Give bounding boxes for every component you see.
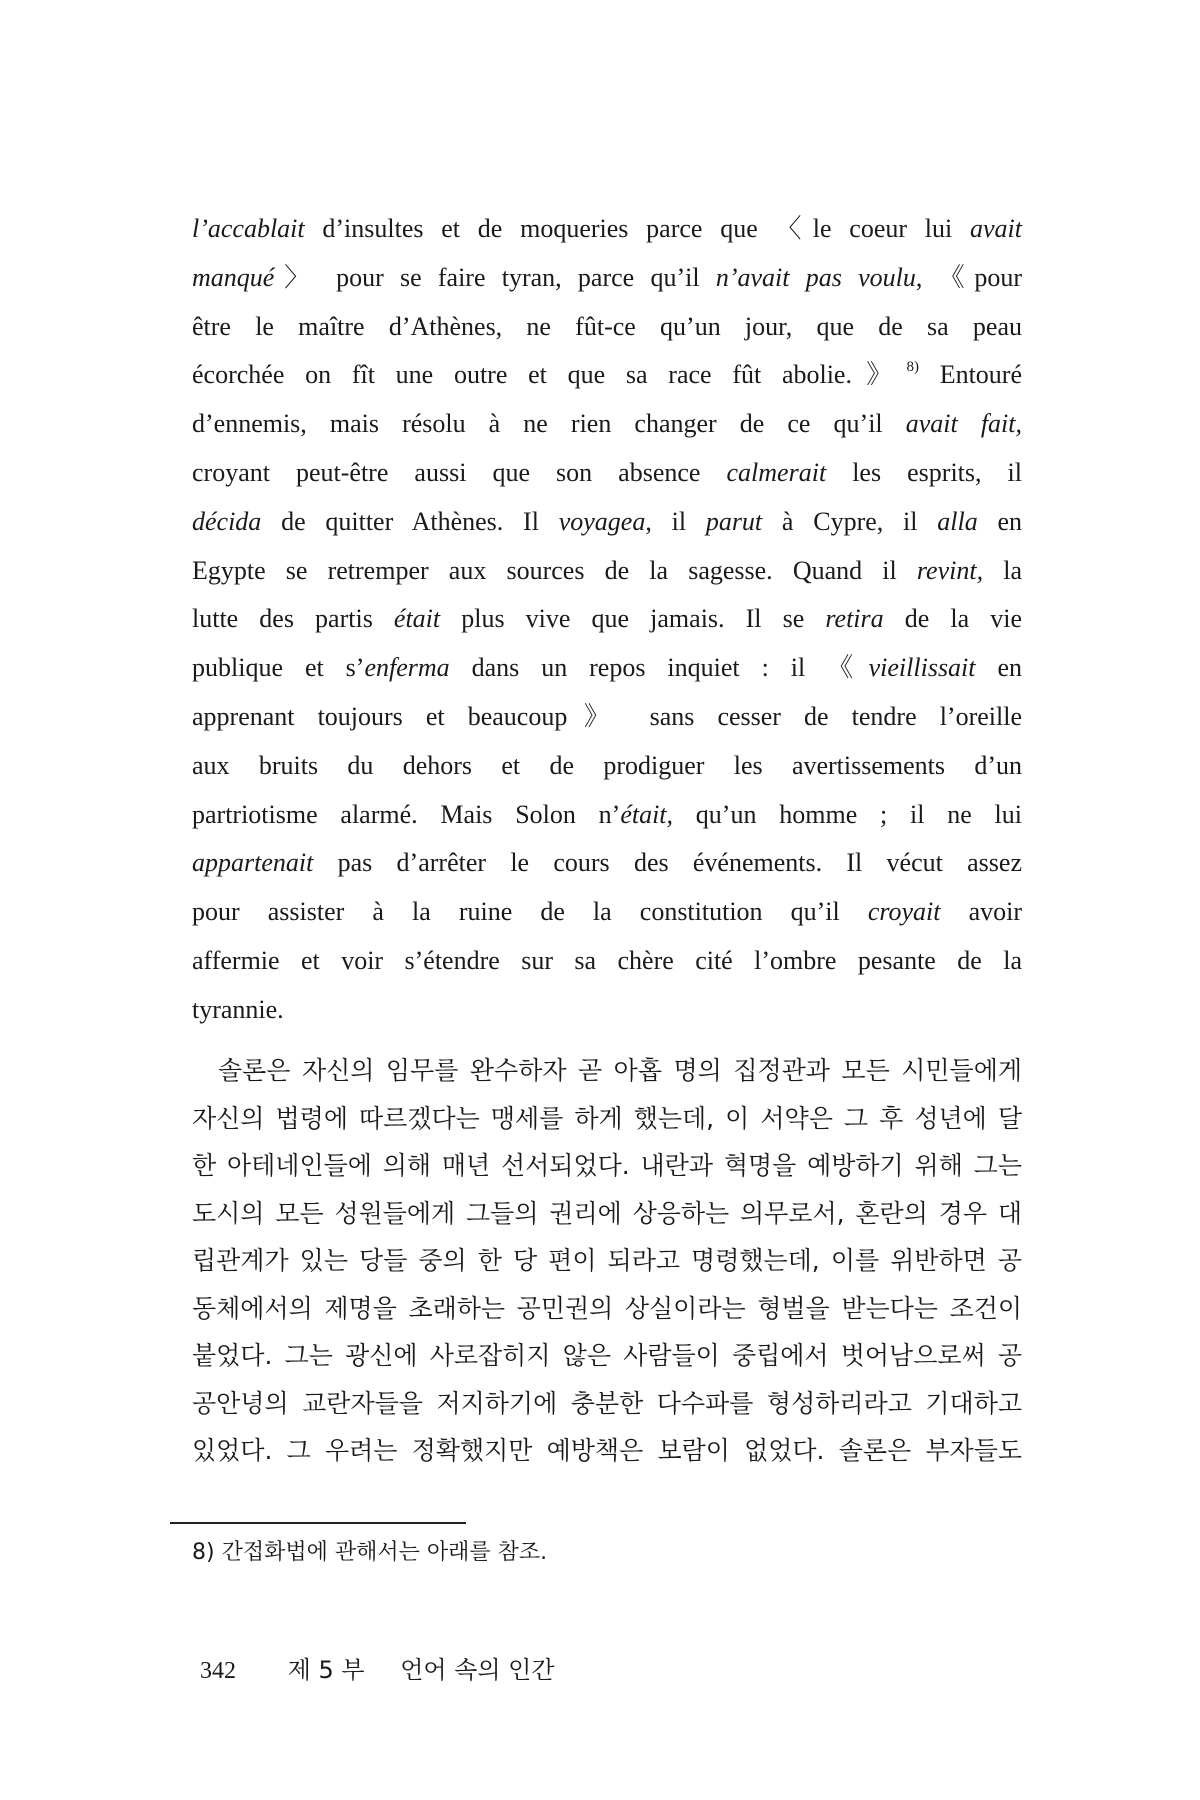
text-line: pour assister à la ruine de la constitution qu’il croyait avoir: [192, 897, 1022, 927]
text-line: apprenant toujours et beaucoup》 sans cesser de tendre l’oreille: [192, 701, 1022, 731]
text-line: manqué〉 pour se faire tyran, parce qu’il n’avait pas voulu, 《pour: [192, 262, 1022, 292]
text-line: affermie et voir s’étendre sur sa chère cité l’ombre pesante de la: [192, 945, 1022, 975]
text-line: décida de quitter Athènes. Il voyagea, il parut à Cypre, il alla en: [192, 506, 1023, 536]
text-line: aux bruits du dehors et de prodiguer les avertissements d’un: [192, 750, 1022, 780]
text-line: d’ennemis, mais résolu à ne rien changer de ce qu’il avait fait,: [192, 409, 1022, 439]
page-footer: [200, 1655, 555, 1686]
text-line: partriotisme alarmé. Mais Solon n’était, qu’un homme ; il ne lui: [192, 799, 1022, 829]
text-line: croyant peut-être aussi que son absence calmerait les esprits, il: [192, 457, 1022, 487]
text-line: lutte des partis était plus vive que jamais. Il se retira de la vie: [192, 604, 1022, 634]
text-line: 자신의 법령에 따르겠다는 맹세를 하게 했는데, 이 서약은 그 후 성년에 달: [192, 1103, 1022, 1133]
footnote-separator: [170, 1522, 466, 1524]
running-header-section: 언어 속의 인간: [400, 1656, 555, 1684]
text-line: 도시의 모든 성원들에게 그들의 권리에 상응하는 의무로서, 혼란의 경우 대: [192, 1198, 1022, 1228]
text-line: 공안녕의 교란자들을 저지하기에 충분한 다수파를 형성하리라고 기대하고: [192, 1388, 1022, 1418]
page-number: 342: [200, 1658, 236, 1684]
text-line: 있었다. 그 우려는 정확했지만 예방책은 보람이 없었다. 솔론은 부자들도: [192, 1436, 1022, 1465]
text-line: tyrannie.: [192, 994, 284, 1024]
korean-body-paragraph: [192, 1047, 1022, 1475]
text-line: être le maître d’Athènes, ne fût-ce qu’un jour, que de sa peau: [192, 311, 1022, 341]
text-line: appartenait pas d’arrêter le cours des événements. Il vécut assez: [192, 848, 1022, 878]
text-line: écorchée on fît une outre et que sa race fût abolie.》$^{8)}$ Entouré: [192, 359, 1022, 390]
text-line: Egypte se retremper aux sources de la sagesse. Quand il revint, la: [192, 555, 1023, 585]
text-line: 한 아테네인들에 의해 매년 선서되었다. 내란과 혁명을 예방하기 위해 그는: [192, 1151, 1022, 1180]
text-line: l’accablait d’insultes et de moqueries parce que 〈le coeur lui avait: [192, 214, 1022, 243]
running-header-part: 제 5 부: [287, 1656, 365, 1684]
text-line: 붙었다. 그는 광신에 사로잡히지 않은 사람들이 중립에서 벗어남으로써 공: [192, 1341, 1022, 1370]
french-quotation-paragraph: [192, 205, 1022, 1035]
text-line: publique et s’enferma dans un repos inquiet : il 《vieillissait en: [192, 653, 1023, 683]
footnote: 8) 간접화법에 관해서는 아래를 참조.: [192, 1540, 548, 1565]
text-line: 솔론은 자신의 임무를 완수하자 곧 아홉 명의 집정관과 모든 시민들에게: [218, 1056, 1022, 1085]
text-line: 립관계가 있는 당들 중의 한 당 편이 되라고 명령했는데, 이를 위반하면 공: [192, 1246, 1022, 1275]
footnote-marker[interactable]: 8): [906, 359, 919, 376]
text-line: 동체에서의 제명을 초래하는 공민권의 상실이라는 형벌을 받는다는 조건이: [192, 1293, 1022, 1323]
